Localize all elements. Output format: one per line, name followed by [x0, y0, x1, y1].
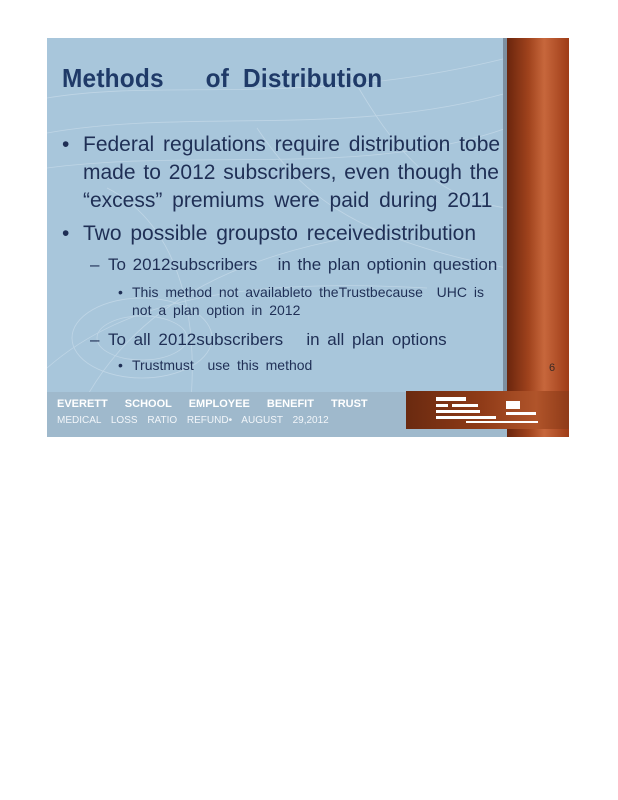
slide-title: Methods of Distribution	[62, 63, 383, 93]
bullet-line: made to 2012 subscribers, even though the	[83, 161, 499, 184]
bullet-marker: •	[118, 284, 123, 300]
sub-sub-bullet-item	[118, 283, 484, 319]
bullet-marker: •	[62, 133, 70, 156]
sub-bullet-item	[90, 329, 447, 351]
bullet-marker: •	[62, 222, 70, 245]
dash-marker: –	[90, 255, 100, 274]
presentation-slide	[47, 38, 569, 437]
bullet-marker: •	[118, 357, 123, 373]
sub-sub-bullet-item	[118, 356, 313, 374]
bullet-line: Two possible groupsto receivedistribution	[83, 222, 477, 245]
bullet-line: Federal regulations require distribution tobe	[83, 133, 501, 156]
dash-marker: –	[90, 330, 100, 349]
sub-bullet-item	[90, 254, 498, 276]
bullet-line: To all 2012subscribers in all plan options	[108, 330, 447, 349]
bullet-line: not a plan option in 2012	[132, 302, 301, 318]
bullet-line: This method not availableto theTrustbecause UHC is	[132, 284, 484, 300]
bullet-item	[62, 220, 477, 248]
bullet-line: To 2012subscribers in the plan optionin question	[108, 255, 498, 274]
bullet-line: “excess” premiums were paid during 2011	[83, 189, 493, 212]
page-number: 6	[549, 362, 556, 374]
footer-subtitle: MEDICAL LOSS RATIO REFUND• AUGUST 29,2012	[57, 415, 329, 426]
bullet-line: Trustmust use this method	[132, 357, 313, 373]
bullet-list	[47, 38, 569, 437]
footer-organization: EVERETT SCHOOL EMPLOYEE BENEFIT TRUST	[57, 398, 368, 410]
bullet-item	[62, 131, 501, 215]
